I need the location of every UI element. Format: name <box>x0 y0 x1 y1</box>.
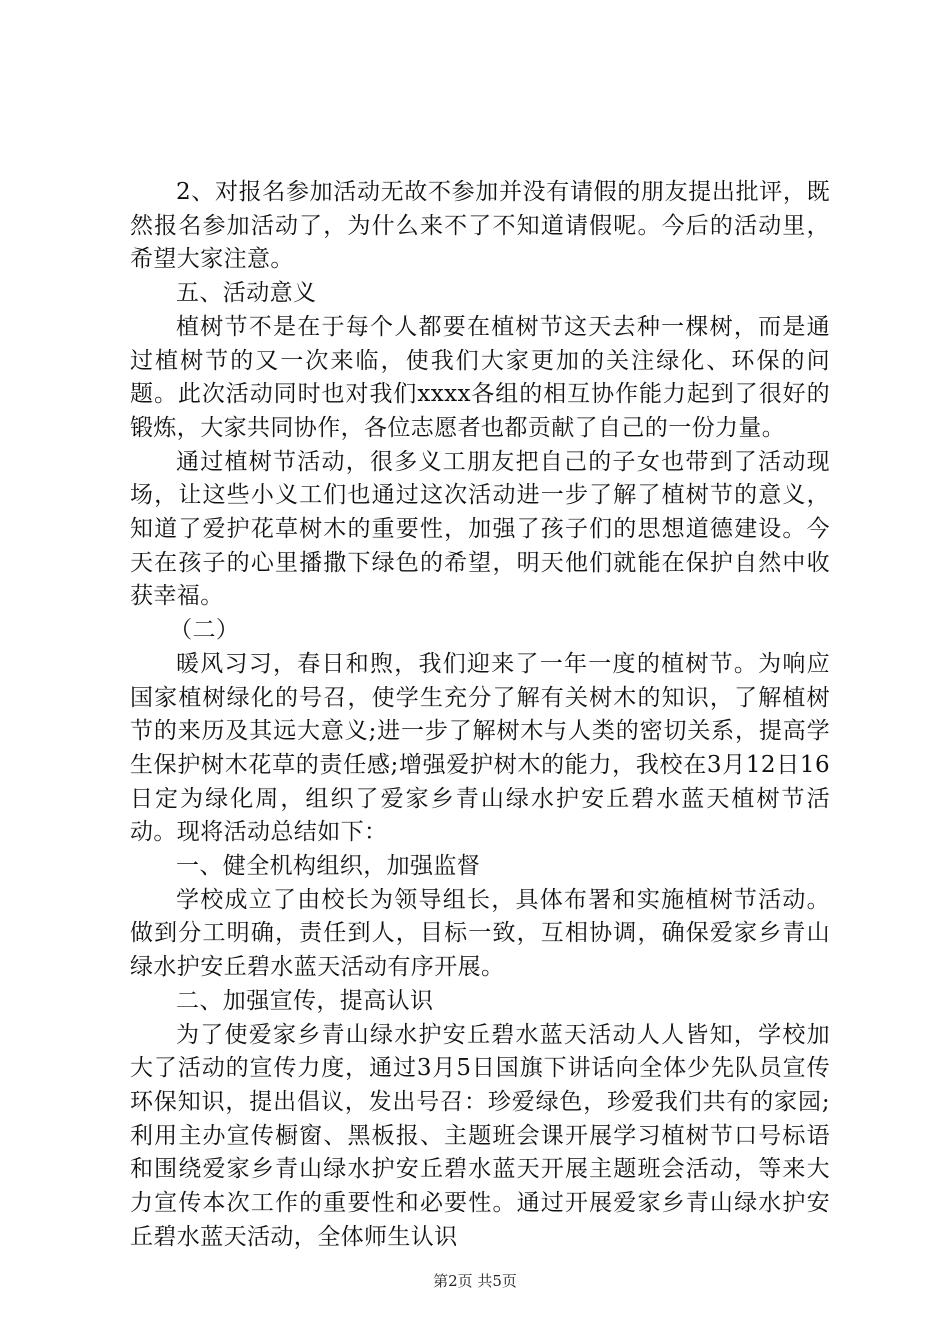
document-body <box>130 176 830 1255</box>
paragraph-intro: 暖风习习，春日和煦，我们迎来了一年一度的植树节。为响应国家植树绿化的号召，使学生充分了解有关树木的知识，了解植树节的来历及其远大意义;进一步了解树木与人类的密切关系，提高学生保护树木花草的责任感;增强爱护树木的能力，我校在3月12日16日定为绿化周，组织了爱家乡青山绿水护安丘碧水蓝天植树节活动。现将活动总结如下： <box>130 650 830 846</box>
section-heading-organization: 一、健全机构组织，加强监督 <box>176 853 481 880</box>
paragraph-criticism: 2、对报名参加活动无故不参加并没有请假的朋友提出批评，既然报名参加活动了，为什么来不了不知道请假呢。今后的活动里，希望大家注意。 <box>130 179 830 273</box>
part-two-label: （二） <box>169 617 240 644</box>
paragraph-organization: 学校成立了由校长为领导组长，具体布署和实施植树节活动。做到分工明确，责任到人，目标一致，互相协调，确保爱家乡青山绿水护安丘碧水蓝天活动有序开展。 <box>130 886 830 981</box>
paragraph-significance: 植树节不是在于每个人都要在植树节这天去种一棵树，而是通过植树节的又一次来临，使我们大家更加的关注绿化、环保的问题。此次活动同时也对我们xxxx各组的相互协作能力起到了很好的锻炼，大家共同协作，各位志愿者也都贡献了自己的一份力量。 <box>130 313 830 441</box>
page-number-footer: 第2页 共5页 <box>433 1272 517 1290</box>
paragraph-children: 通过植树节活动，很多义工朋友把自己的子女也带到了活动现场，让这些小义工们也通过这次活动进一步了解了植树节的意义，知道了爱护花草树木的重要性，加强了孩子们的思想道德建设。今天在孩子的心里播撒下绿色的希望，明天他们就能在保护自然中收获幸福。 <box>130 448 830 610</box>
section-heading-significance: 五、活动意义 <box>176 280 317 307</box>
section-heading-publicity: 二、加强宣传，提高认识 <box>176 987 434 1014</box>
paragraph-publicity: 为了使爱家乡青山绿水护安丘碧水蓝天活动人人皆知，学校加大了活动的宣传力度，通过3月5日国旗下讲话向全体少先队员宣传环保知识，提出倡议，发出号召：珍爱绿色，珍爱我们共有的家园;利用主办宣传橱窗、黑板报、主题班会课开展学习植树节口号标语和围绕爱家乡青山绿水护安丘碧水蓝天开展主题班会活动，等来大力宣传本次工作的重要性和必要性。通过开展爱家乡青山绿水护安丘碧水蓝天活动，全体师生认识 <box>130 1021 830 1250</box>
